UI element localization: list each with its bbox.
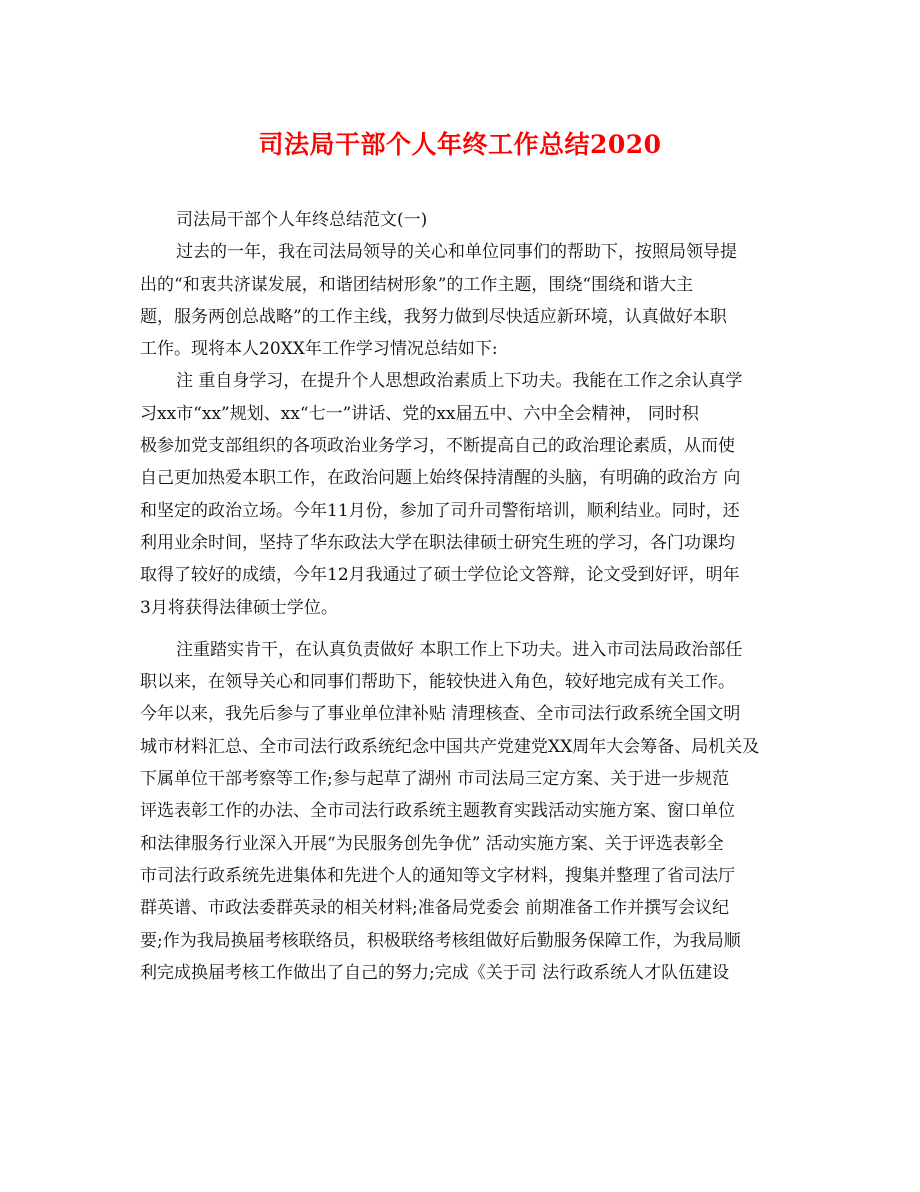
paragraph-line: 取得了较好的成绩，今年12月我通过了硕士学位论文答辩，论文受到好评，明年 xyxy=(140,565,740,586)
paragraph-line: 利用业余时间，坚持了华东政法大学在职法律硕士研究生班的学习，各门功课均 xyxy=(140,532,735,553)
paragraph-1 xyxy=(140,236,785,365)
document-subtitle: 司法局干部个人年终总结范文(一) xyxy=(176,210,428,230)
paragraph-line: 评选表彰工作的办法、全市司法行政系统主题教育实践活动实施方案、窗口单位 xyxy=(140,801,735,822)
paragraph-line: 工作。现将本人20XX年工作学习情况总结如下: xyxy=(140,339,498,360)
paragraph-line: 利完成换届考核工作做出了自己的努力;完成《关于司 法行政系统人才队伍建设 xyxy=(140,962,730,983)
document-body xyxy=(140,204,785,989)
document-title: 司法局干部个人年终工作总结2020 xyxy=(258,130,662,159)
paragraph-line: 城市材料汇总、全市司法行政系统纪念中国共产党建党XX周年大会筹备、局机关及 xyxy=(140,736,760,757)
paragraph-line: 今年以来，我先后参与了事业单位津补贴 清理核查、全市司法行政系统全国文明 xyxy=(140,704,741,725)
paragraph-2 xyxy=(140,365,785,623)
paragraph-line: 习xx市“xx”规划、xx“七一”讲话、党的xx届五中、六中全会精神， 同时积 xyxy=(140,403,699,424)
paragraph-line: 职以来，在领导关心和同事们帮助下，能较快进入角色，较好地完成有关工作。 xyxy=(140,672,735,693)
paragraph-line: 题，服务两创总战略”的工作主线，我努力做到尽快适应新环境，认真做好本职 xyxy=(140,306,727,327)
paragraph-line: 极参加党支部组织的各项政治业务学习，不断提高自己的政治理论素质，从而使 xyxy=(140,436,735,457)
paragraph-line: 3月将获得法律硕士学位。 xyxy=(140,597,338,618)
paragraph-3 xyxy=(140,634,785,989)
paragraph-line: 过去的一年，我在司法局领导的关心和单位同事们的帮助下，按照局领导提 xyxy=(176,242,737,263)
paragraph-line: 下属单位干部考察等工作;参与起草了湖州 市司法局三定方案、关于进一步规范 xyxy=(140,769,730,790)
paragraph-line: 出的“和衷共济谋发展，和谐团结树形象”的工作主题，围绕“围绕和谐大主 xyxy=(140,274,694,295)
paragraph-line: 自己更加热爱本职工作，在政治问题上始终保持清醒的头脑，有明确的政治方 向 xyxy=(140,468,741,489)
paragraph-line: 注重踏实肯干，在认真负责做好 本职工作上下功夫。进入市司法局政治部任 xyxy=(176,639,743,660)
paragraph-line: 市司法行政系统先进集体和先进个人的通知等文字材料，搜集并整理了省司法厅 xyxy=(140,865,735,886)
paragraph-line: 注 重自身学习，在提升个人思想政治素质上下功夫。我能在工作之余认真学 xyxy=(176,371,743,392)
paragraph-line: 群英谱、市政法委群英录的相关材料;准备局党委会 前期准备工作并撰写会议纪 xyxy=(140,898,730,919)
paragraph-line: 要;作为我局换届考核联络员，积极联络考核组做好后勤服务保障工作，为我局顺 xyxy=(140,930,741,951)
paragraph-line: 和法律服务行业深入开展“为民服务创先争优” 活动实施方案、关于评选表彰全 xyxy=(140,833,724,854)
paragraph-line: 和坚定的政治立场。今年11月份，参加了司升司警衔培训，顺利结业。同时，还 xyxy=(140,500,740,521)
paragraph-gap xyxy=(140,624,785,634)
